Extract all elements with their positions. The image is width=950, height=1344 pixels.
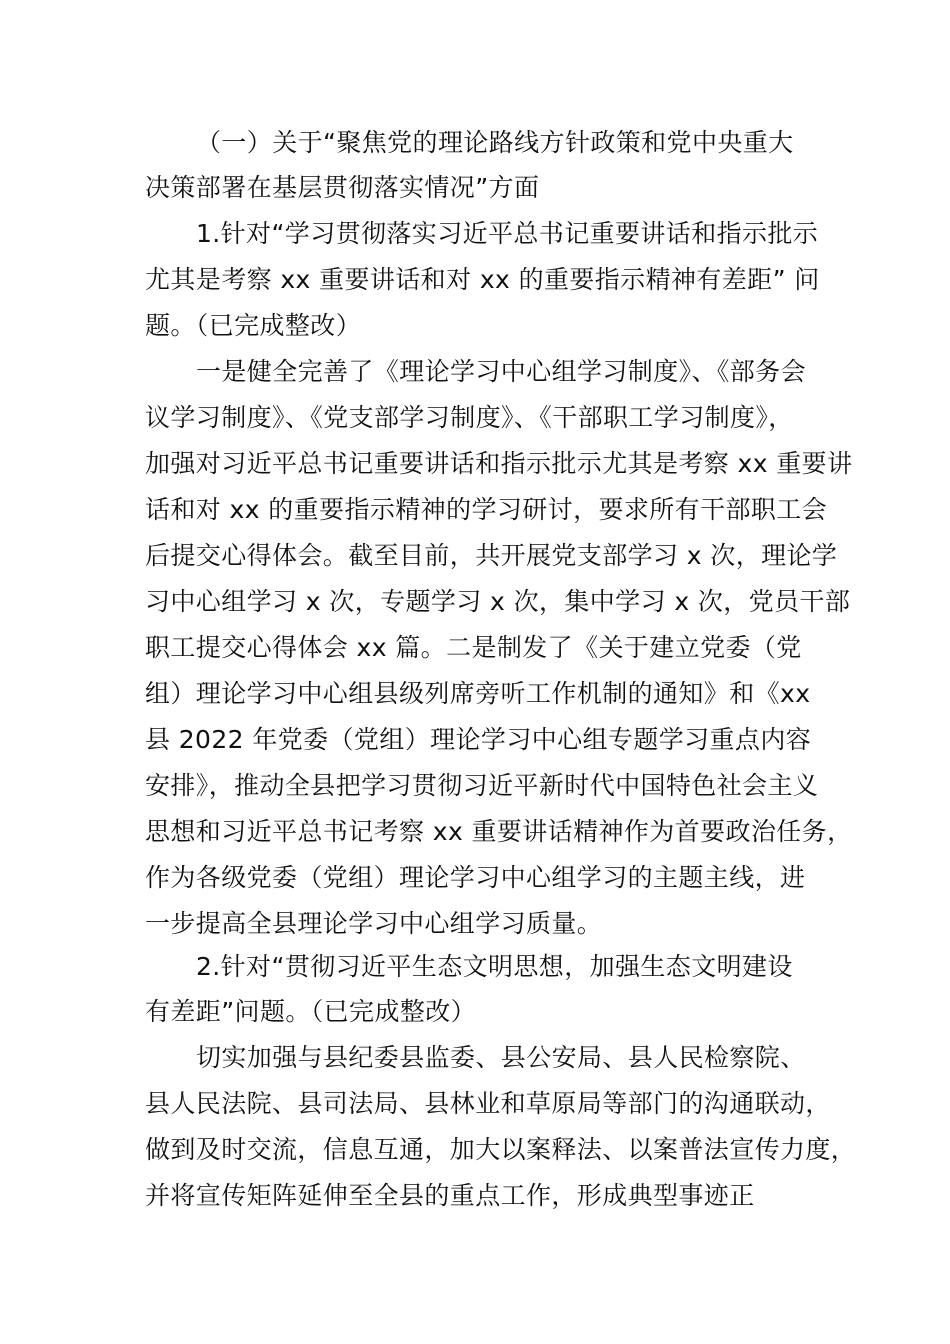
body-paragraph-line: 加强对习近平总书记重要讲话和指示批示尤其是考察 xx 重要讲 xyxy=(145,449,853,478)
body-paragraph-line: 思想和习近平总书记考察 xx 重要讲话精神作为首要政治任务， xyxy=(145,817,853,846)
body-paragraph-line: 切实加强与县纪委县监委、县公安局、县人民检察院、 xyxy=(196,1043,806,1072)
body-paragraph-line: 并将宣传矩阵延伸至全县的重点工作，形成典型事迹正 xyxy=(145,1181,755,1210)
body-paragraph-line: 组）理论学习中心组县级列席旁听工作机制的通知》和《xx xyxy=(145,679,811,708)
body-paragraph-line: 安排》，推动全县把学习贯彻习近平新时代中国特色社会主义 xyxy=(145,771,819,800)
body-paragraph-line: 习中心组学习 x 次，专题学习 x 次，集中学习 x 次，党员干部 xyxy=(145,587,851,616)
item-1-heading-line-3: 题。（已完成整改） xyxy=(145,311,362,340)
body-paragraph-line: 一步提高全县理论学习中心组学习质量。 xyxy=(145,909,603,938)
body-paragraph-line: 话和对 xx 的重要指示精神的学习研讨，要求所有干部职工会 xyxy=(145,495,828,524)
body-paragraph-line: 作为各级党委（党组）理论学习中心组学习的主题主线，进 xyxy=(145,863,806,892)
item-1-heading-line-1: 1.针对“学习贯彻落实习近平总书记重要讲话和指示批示 xyxy=(196,219,819,248)
body-paragraph-line: 后提交心得体会。截至目前，共开展党支部学习 x 次，理论学 xyxy=(145,541,838,570)
body-paragraph-line: 县 2022 年党委（党组）理论学习中心组专题学习重点内容 xyxy=(145,725,812,754)
body-paragraph-line: 职工提交心得体会 xx 篇。二是制发了《关于建立党委（党 xyxy=(145,633,802,662)
body-paragraph-line: 议学习制度》、《党支部学习制度》、《干部职工学习制度》， xyxy=(145,403,794,432)
item-2-heading-line-2: 有差距”问题。（已完成整改） xyxy=(145,997,477,1026)
item-2-heading-line-1: 2.针对“贯彻习近平生态文明思想，加强生态文明建设 xyxy=(196,952,793,981)
section-heading-line-1: （一）关于“聚焦党的理论路线方针政策和党中央重大 xyxy=(196,128,794,157)
body-paragraph-line: 做到及时交流，信息互通，加大以案释法、以案普法宣传力度， xyxy=(145,1135,857,1164)
section-heading-line-2: 决策部署在基层贯彻落实情况”方面 xyxy=(145,173,540,202)
body-paragraph-line: 县人民法院、县司法局、县林业和草原局等部门的沟通联动， xyxy=(145,1089,831,1118)
body-paragraph-line: 一是健全完善了《理论学习中心组学习制度》、《部务会 xyxy=(196,357,807,386)
item-1-heading-line-2: 尤其是考察 xx 重要讲话和对 xx 的重要指示精神有差距” 问 xyxy=(145,265,820,294)
